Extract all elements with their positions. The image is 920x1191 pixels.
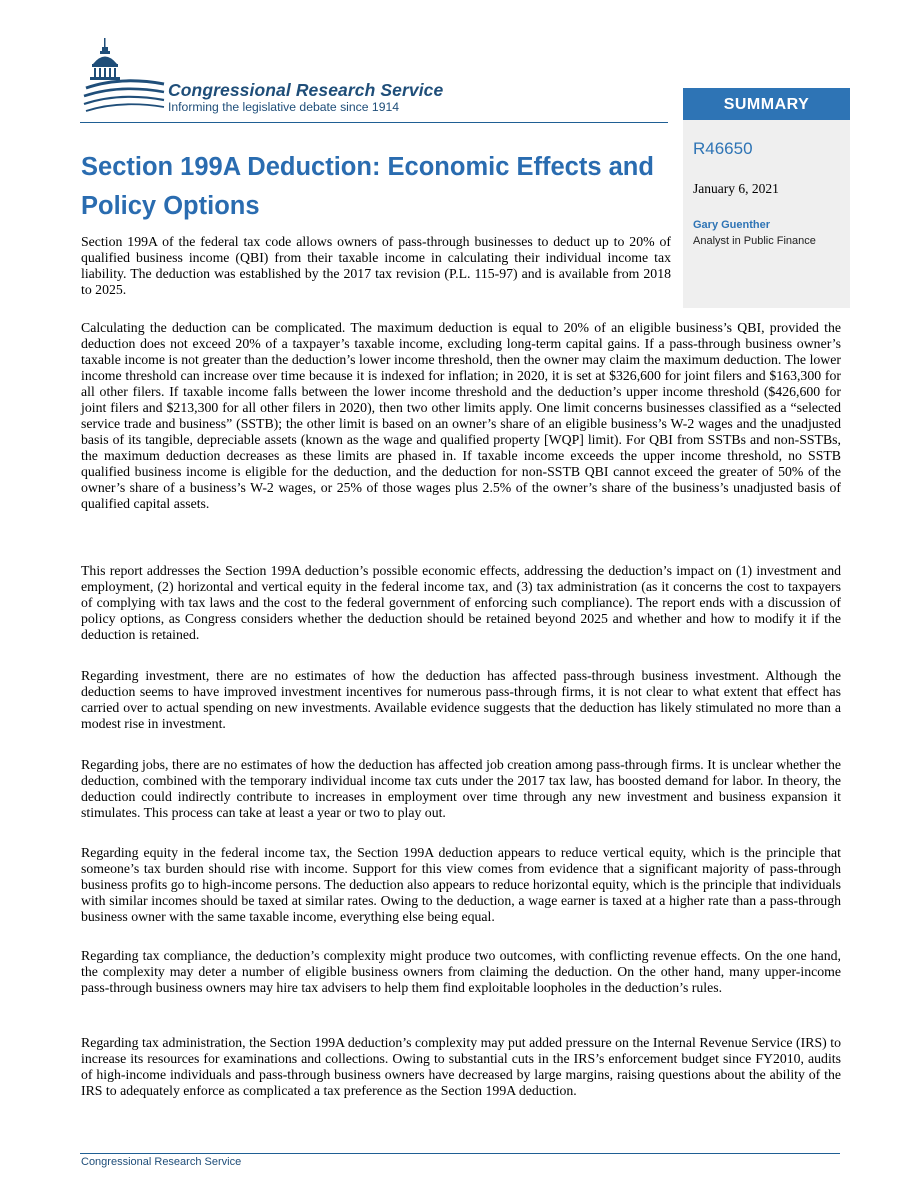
capitol-dome-icon [80,36,166,122]
footer-divider [80,1153,840,1154]
footer-text: Congressional Research Service [81,1156,242,1168]
summary-paragraph: Regarding tax administration, the Section 199A deduction’s complexity may put added pressure on the Internal Revenue Service (IRS) to increase its resources for examinations and collections. Owing to substantial cuts in the IRS’s enforcement budget since FY2010, audits of high-income individuals and pass-through business owners have decreased by large margins, raising questions about the ability of the IRS to adequately enforce as complicated a tax preference as the Section 199A deduction. [81,1035,841,1098]
org-tagline: Informing the legislative debate since 1914 [168,100,400,114]
summary-paragraph: Regarding equity in the federal income tax, the Section 199A deduction appears to reduce vertical equity, which is the principle that someone’s tax burden should rise with income. Support for this view comes from evidence that a significant majority of pass-through business profits go to high-income persons. The deduction also appears to reduce horizontal equity, which is the principle that individuals with similar incomes should be taxed at similar rates. Owing to the deduction, a wage earner is taxed at a higher rate than a pass-through business owner with the same taxable income, everything else being equal. [81,845,841,924]
summary-label: SUMMARY [683,88,850,120]
header-divider [80,122,668,123]
report-date: January 6, 2021 [693,181,779,196]
crs-logo[interactable] [80,36,480,122]
summary-paragraph: This report addresses the Section 199A deduction’s possible economic effects, addressing the deduction’s impact on (1) investment and employment, (2) horizontal and vertical equity in the federal income tax, and (3) tax administration (as it concerns the cost to taxpayers of complying with tax laws and the cost to the federal government of enforcing such compliance). The report ends with a discussion of policy options, as Congress considers whether the deduction should be retained beyond 2025 and whether and how to modify it if the deduction is retained. [81,563,841,642]
summary-paragraph: Calculating the deduction can be complicated. The maximum deduction is equal to 20% of an eligible business’s QBI, provided the deduction does not exceed 20% of a taxpayer’s taxable income, excluding long-term capital gains. If a pass-through business owner’s taxable income is not greater than the deduction’s lower income threshold, then the owner may claim the maximum deduction. The lower income threshold can increase over time because it is indexed for inflation; in 2020, it is set at $326,600 for joint filers and $163,300 for all other filers. If taxable income falls between the lower income threshold and the deduction’s upper income threshold ($426,600 for joint filers and $213,300 for all other filers in 2020), then two other limits apply. One limit concerns businesses classified as a “selected service trade and business” (SSTB); the other limit is based on an owner’s share of an eligible business’s W-2 wages and the unadjusted basis of its tangible, depreciable assets (known as the wage and qualified property [WQP] limit). For QBI from SSTBs and non-SSTBs, the maximum deduction decreases as these limits are phased in. If taxable income exceeds the upper income threshold, no SSTB qualified business income is eligible for the deduction, and the deduction for non-SSTB QBI cannot exceed the greater of 50% of the owner’s share of a business’s W-2 wages, or 25% of those wages plus 2.5% of the owner’s share of the business’s unadjusted basis of qualified capital assets. [81,320,841,511]
summary-paragraph: Regarding tax compliance, the deduction’s complexity might produce two outcomes, with conflicting revenue effects. On the one hand, the complexity may deter a number of eligible business owners from claiming the deduction. On the other hand, many upper-income pass-through business owners may hire tax advisers to help them find exploitable loopholes in the deduction’s rules. [81,948,841,995]
author-name[interactable]: Gary Guenther [693,219,771,231]
org-name: Congressional Research Service [168,80,444,100]
page-title: Section 199A Deduction: Economic Effects and Policy Options [81,153,654,220]
summary-paragraph: Regarding investment, there are no estimates of how the deduction has affected pass-through business investment. Although the deduction seems to have improved investment incentives for numerous pass-through firms, it is not clear to what extent that effect has carried over to actual spending on new investments. Available evidence suggests that the deduction has likely stimulated no more than a modest rise in investment. [81,668,841,731]
author-title: Analyst in Public Finance [693,235,816,247]
report-number: R46650 [693,139,753,158]
summary-paragraph: Section 199A of the federal tax code allows owners of pass-through businesses to deduct up to 20% of qualified business income (QBI) from their taxable income in calculating their individual income tax liability. The deduction was established by the 2017 tax revision (P.L. 115-97) and is available from 2018 to 2025. [81,234,671,297]
summary-sidebar [683,88,850,308]
summary-paragraph: Regarding jobs, there are no estimates of how the deduction has affected job creation among pass-through firms. It is unclear whether the deduction, combined with the temporary individual income tax cuts under the 2017 tax law, has boosted demand for labor. In theory, the deduction could indirectly contribute to increases in employment over time through any new investment and business expansion it stimulates. This process can take at least a year or two to play out. [81,757,841,820]
